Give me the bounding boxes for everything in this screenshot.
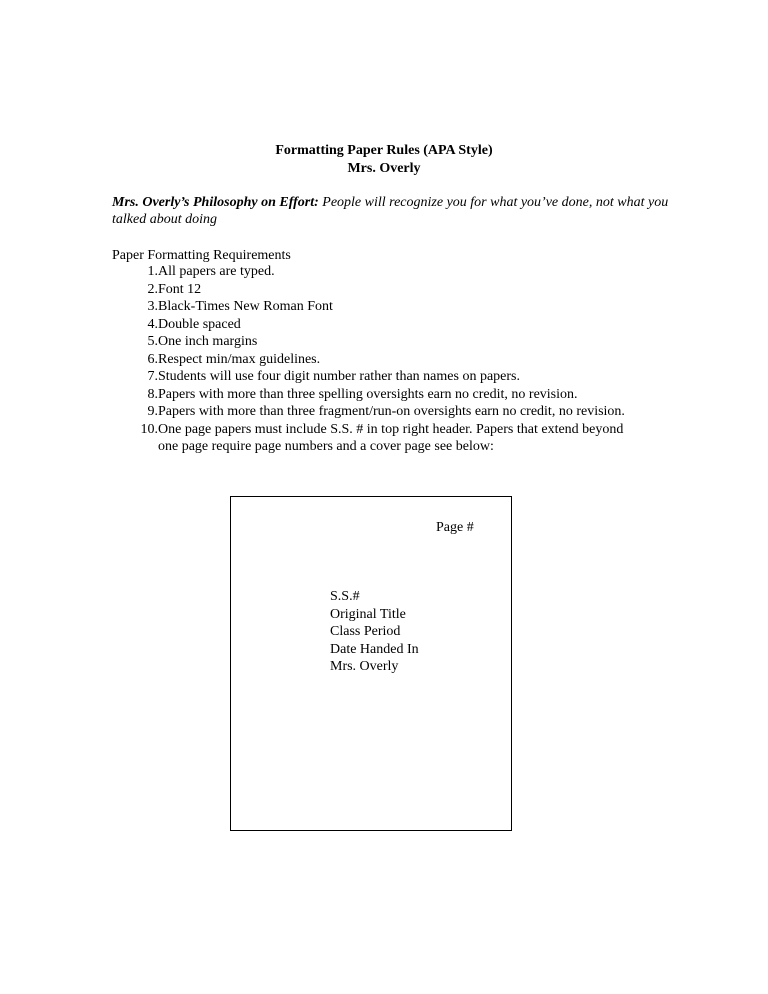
philosophy-text: People will recognize you for what you’ve done, not what you talked about doing — [112, 195, 669, 227]
list-item-text: Double spaced — [158, 316, 241, 332]
philosophy-statement — [112, 194, 672, 228]
cover-line-class-period: Class Period — [330, 624, 401, 639]
list-item-text: All papers are typed. — [158, 264, 275, 279]
list-item-text: Black-Times New Roman Font — [158, 299, 333, 314]
list-item-number: 7. — [147, 369, 158, 384]
philosophy-lead: Mrs. Overly’s Philosophy on Effort: — [112, 195, 319, 210]
cover-line-teacher: Mrs. Overly — [330, 659, 399, 674]
list-item — [112, 281, 632, 299]
list-item — [112, 316, 632, 334]
list-item-number: 10. — [140, 421, 158, 437]
list-item-number: 8. — [147, 386, 158, 402]
list-item-text: Respect min/max guidelines. — [158, 351, 321, 367]
document-title: Formatting Paper Rules (APA Style) — [275, 143, 493, 158]
list-item-text: One page papers must include S.S. # in top right header. Papers that extend beyond one page require page numbers and a cover page see below: — [158, 421, 624, 454]
cover-page-example — [230, 496, 512, 831]
list-item — [112, 298, 632, 316]
list-item-text: One inch margins — [158, 334, 258, 349]
cover-page-lines — [330, 588, 419, 676]
list-item — [112, 421, 632, 456]
list-item — [112, 386, 632, 404]
cover-line-ss-number: S.S.# — [330, 589, 360, 604]
list-item — [112, 351, 632, 369]
list-item-number: 1. — [147, 264, 158, 279]
title-block — [0, 142, 768, 178]
list-item-number: 2. — [147, 281, 158, 297]
list-item-text: Papers with more than three fragment/run-on oversights earn no credit, no revision. — [158, 404, 625, 419]
list-item — [112, 333, 632, 351]
cover-line-date: Date Handed In — [330, 641, 419, 657]
document-author: Mrs. Overly — [347, 161, 421, 176]
list-item — [112, 263, 632, 281]
list-item — [112, 368, 632, 386]
list-item-text: Font 12 — [158, 281, 202, 297]
list-item-text: Students will use four digit number rather than names on papers. — [158, 369, 520, 384]
list-item-number: 5. — [147, 334, 158, 349]
list-item-text: Papers with more than three spelling oversights earn no credit, no revision. — [158, 386, 578, 402]
requirements-heading: Paper Formatting Requirements — [112, 248, 291, 263]
list-item-number: 4. — [147, 316, 158, 332]
list-item-number: 3. — [147, 299, 158, 314]
requirements-list — [112, 263, 632, 456]
page-number-label: Page # — [436, 520, 474, 535]
list-item-number: 9. — [147, 404, 158, 419]
cover-line-title: Original Title — [330, 606, 406, 622]
list-item-number: 6. — [147, 351, 158, 367]
list-item — [112, 403, 632, 421]
